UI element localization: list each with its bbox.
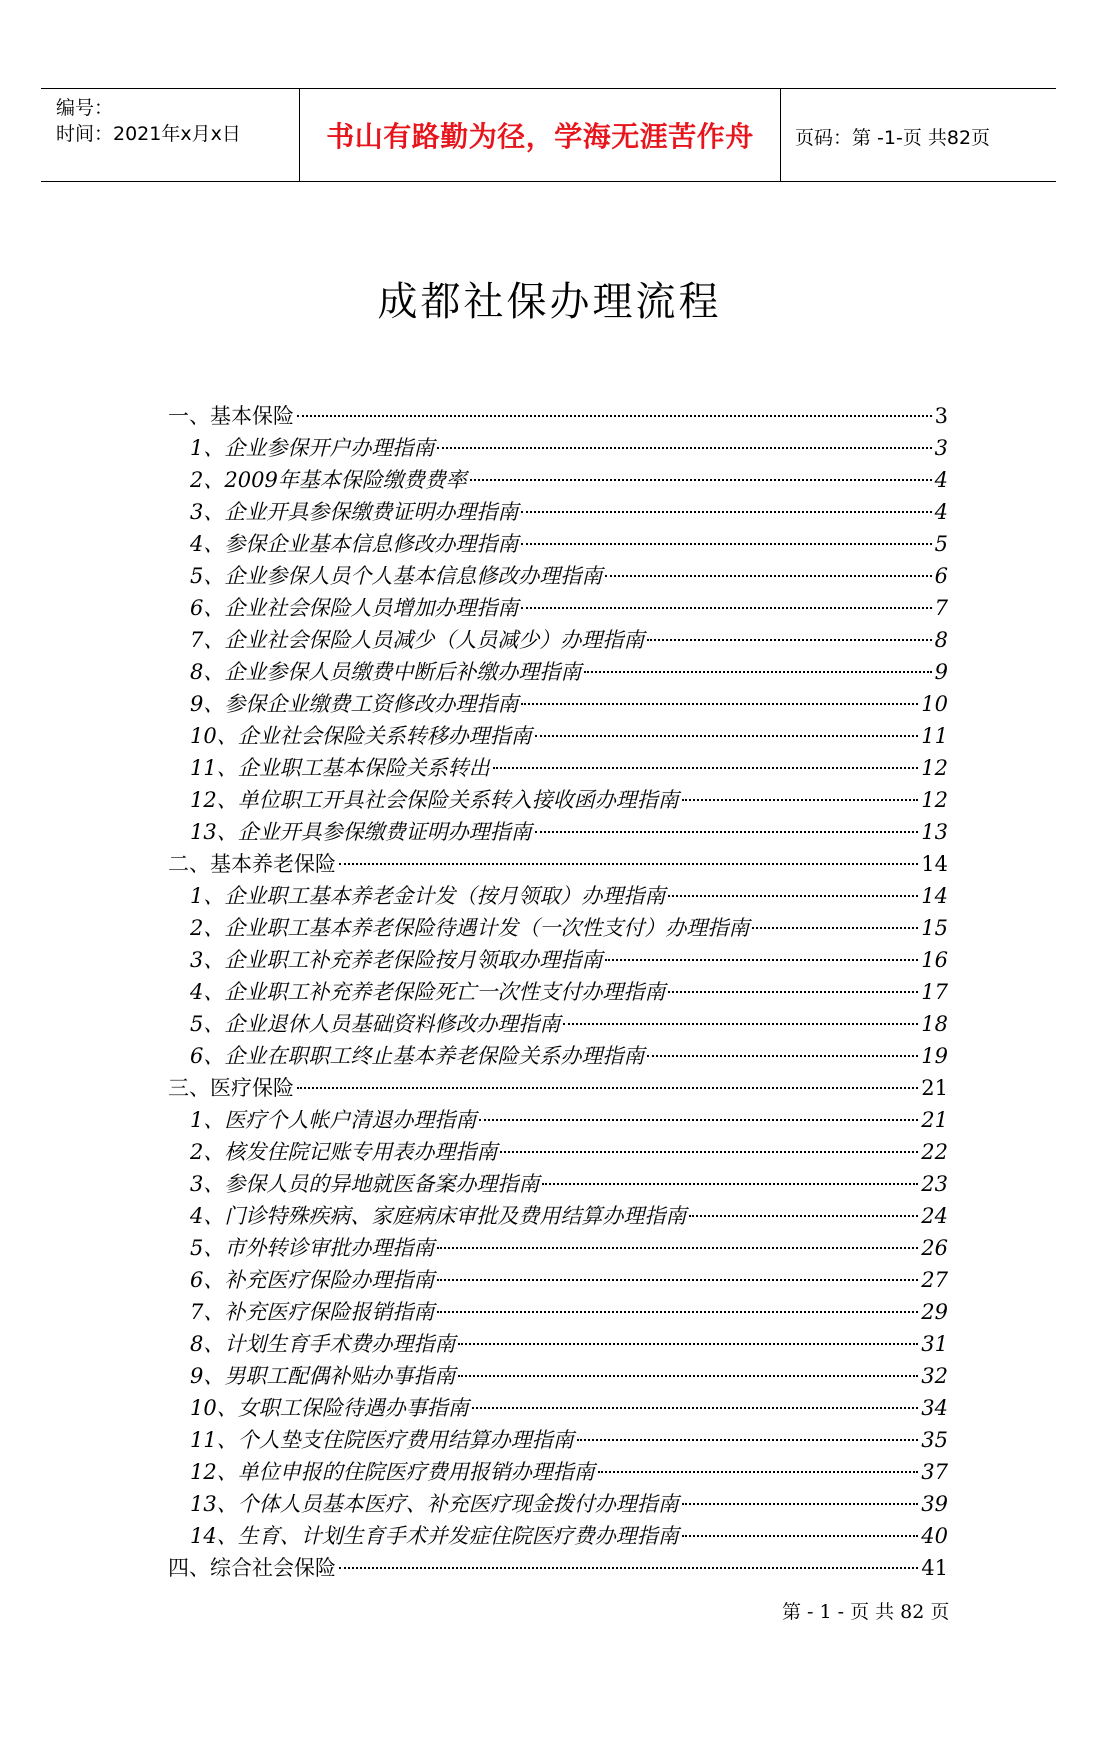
toc-page-number: 32 xyxy=(921,1364,948,1388)
toc-entry-title: 6、企业社会保险人员增加办理指南 xyxy=(190,596,519,620)
toc-entry[interactable] xyxy=(168,624,948,656)
toc-entry-title: 2、企业职工基本养老保险待遇计发（一次性支付）办理指南 xyxy=(190,916,750,940)
toc-leader-dots xyxy=(458,1343,918,1345)
toc-page-number: 39 xyxy=(921,1492,948,1516)
toc-page-number: 7 xyxy=(934,596,948,620)
toc-page-number: 15 xyxy=(921,916,948,940)
toc-entry-title: 5、企业退休人员基础资料修改办理指南 xyxy=(190,1012,561,1036)
toc-entry-title: 6、企业在职职工终止基本养老保险关系办理指南 xyxy=(190,1044,645,1068)
toc-page-number: 21 xyxy=(921,1076,948,1100)
toc-entry[interactable] xyxy=(168,1168,948,1200)
toc-page-number: 12 xyxy=(921,756,948,780)
toc-leader-dots xyxy=(493,767,919,769)
toc-leader-dots xyxy=(458,1375,918,1377)
toc-leader-dots xyxy=(668,991,918,993)
toc-page-number: 12 xyxy=(921,788,948,812)
toc-leader-dots xyxy=(682,1535,919,1537)
toc-entry[interactable] xyxy=(168,528,948,560)
toc-leader-dots xyxy=(682,799,919,801)
toc-leader-dots xyxy=(297,415,932,417)
toc-page-number: 14 xyxy=(921,852,948,876)
toc-entry[interactable] xyxy=(168,1488,948,1520)
toc-leader-dots xyxy=(470,479,932,481)
toc-page-number: 40 xyxy=(921,1524,948,1548)
toc-leader-dots xyxy=(647,1055,918,1057)
toc-entry[interactable] xyxy=(168,1392,948,1424)
page-header xyxy=(41,88,1056,182)
toc-page-number: 22 xyxy=(921,1140,948,1164)
toc-page-number: 27 xyxy=(921,1268,948,1292)
toc-entry-title: 1、医疗个人帐户清退办理指南 xyxy=(190,1108,477,1132)
toc-entry-title: 4、门诊特殊疾病、家庭病床审批及费用结算办理指南 xyxy=(190,1204,687,1228)
toc-entry[interactable] xyxy=(168,1232,948,1264)
toc-entry-title: 一、基本保险 xyxy=(168,404,294,428)
toc-entry[interactable] xyxy=(168,816,948,848)
toc-leader-dots xyxy=(521,703,918,705)
toc-entry[interactable] xyxy=(168,720,948,752)
toc-leader-dots xyxy=(500,1151,918,1153)
toc-entry[interactable] xyxy=(168,592,948,624)
header-motto: 书山有路勤为径，学海无涯苦作舟 xyxy=(326,120,754,153)
toc-page-number: 26 xyxy=(921,1236,948,1260)
toc-page-number: 6 xyxy=(934,564,948,588)
toc-entry-title: 4、企业职工补充养老保险死亡一次性支付办理指南 xyxy=(190,980,666,1004)
toc-leader-dots xyxy=(752,927,918,929)
toc-page-number: 31 xyxy=(921,1332,948,1356)
toc-entry-title: 12、单位申报的住院医疗费用报销办理指南 xyxy=(190,1460,595,1484)
toc-page-number: 16 xyxy=(921,948,948,972)
table-of-contents xyxy=(168,400,948,1584)
header-page-cell xyxy=(781,89,1056,181)
toc-page-number: 5 xyxy=(934,532,948,556)
toc-leader-dots xyxy=(577,1439,919,1441)
toc-entry-title: 5、市外转诊审批办理指南 xyxy=(190,1236,435,1260)
toc-leader-dots xyxy=(535,735,919,737)
toc-page-number: 14 xyxy=(921,884,948,908)
toc-entry[interactable] xyxy=(168,1040,948,1072)
toc-page-number: 18 xyxy=(921,1012,948,1036)
toc-entry-title: 13、个体人员基本医疗、补充医疗现金拨付办理指南 xyxy=(190,1492,679,1516)
toc-entry-title: 13、企业开具参保缴费证明办理指南 xyxy=(190,820,532,844)
toc-entry-title: 2、2009年基本保险缴费费率 xyxy=(190,468,467,492)
toc-page-number: 13 xyxy=(921,820,948,844)
toc-entry[interactable] xyxy=(168,1456,948,1488)
toc-entry[interactable] xyxy=(168,1104,948,1136)
toc-leader-dots xyxy=(472,1407,919,1409)
toc-entry[interactable] xyxy=(168,1328,948,1360)
toc-section[interactable] xyxy=(168,1072,948,1104)
toc-entry-title: 5、企业参保人员个人基本信息修改办理指南 xyxy=(190,564,603,588)
toc-entry[interactable] xyxy=(168,1264,948,1296)
toc-page-number: 17 xyxy=(921,980,948,1004)
toc-entry-title: 3、企业开具参保缴费证明办理指南 xyxy=(190,500,519,524)
toc-leader-dots xyxy=(542,1183,918,1185)
toc-entry-title: 1、企业职工基本养老金计发（按月领取）办理指南 xyxy=(190,884,666,908)
header-motto-cell xyxy=(300,89,781,181)
toc-leader-dots xyxy=(437,1247,918,1249)
page-footer: 第 - 1 - 页 共 82 页 xyxy=(782,1601,950,1623)
toc-entry[interactable] xyxy=(168,560,948,592)
toc-page-number: 37 xyxy=(921,1460,948,1484)
toc-entry-title: 14、生育、计划生育手术并发症住院医疗费办理指南 xyxy=(190,1524,679,1548)
toc-section[interactable] xyxy=(168,848,948,880)
toc-leader-dots xyxy=(479,1119,918,1121)
toc-entry-title: 9、男职工配偶补贴办事指南 xyxy=(190,1364,456,1388)
toc-entry[interactable] xyxy=(168,1136,948,1168)
toc-page-number: 19 xyxy=(921,1044,948,1068)
toc-entry-title: 3、企业职工补充养老保险按月领取办理指南 xyxy=(190,948,603,972)
document-time-label: 时间：2021年x月x日 xyxy=(56,123,241,145)
toc-entry[interactable] xyxy=(168,1520,948,1552)
toc-entry[interactable] xyxy=(168,496,948,528)
toc-entry[interactable] xyxy=(168,976,948,1008)
toc-entry-title: 4、参保企业基本信息修改办理指南 xyxy=(190,532,519,556)
toc-entry[interactable] xyxy=(168,464,948,496)
toc-page-number: 21 xyxy=(921,1108,948,1132)
toc-entry[interactable] xyxy=(168,1296,948,1328)
toc-entry[interactable] xyxy=(168,688,948,720)
toc-leader-dots xyxy=(682,1503,919,1505)
toc-entry[interactable] xyxy=(168,752,948,784)
toc-entry[interactable] xyxy=(168,1424,948,1456)
toc-page-number: 4 xyxy=(934,500,948,524)
toc-leader-dots xyxy=(598,1471,919,1473)
toc-entry-title: 9、参保企业缴费工资修改办理指南 xyxy=(190,692,519,716)
toc-page-number: 3 xyxy=(934,436,948,460)
toc-section[interactable] xyxy=(168,400,948,432)
toc-page-number: 24 xyxy=(921,1204,948,1228)
toc-leader-dots xyxy=(339,1567,918,1569)
toc-entry[interactable] xyxy=(168,1200,948,1232)
toc-page-number: 11 xyxy=(921,724,948,748)
toc-leader-dots xyxy=(521,511,931,513)
toc-page-number: 4 xyxy=(934,468,948,492)
toc-leader-dots xyxy=(689,1215,918,1217)
toc-entry-title: 四、综合社会保险 xyxy=(168,1556,336,1580)
toc-page-number: 41 xyxy=(921,1556,948,1580)
toc-leader-dots xyxy=(563,1023,918,1025)
toc-entry-title: 8、计划生育手术费办理指南 xyxy=(190,1332,456,1356)
document-number-label: 编号： xyxy=(56,97,114,119)
toc-entry-title: 7、补充医疗保险报销指南 xyxy=(190,1300,435,1324)
toc-leader-dots xyxy=(437,1279,918,1281)
toc-entry-title: 三、医疗保险 xyxy=(168,1076,294,1100)
header-page-label: 页码：第 -1-页 共82页 xyxy=(795,127,991,149)
toc-entry-title: 8、企业参保人员缴费中断后补缴办理指南 xyxy=(190,660,582,684)
toc-entry-title: 6、补充医疗保险办理指南 xyxy=(190,1268,435,1292)
toc-entry-title: 二、基本养老保险 xyxy=(168,852,336,876)
toc-leader-dots xyxy=(437,447,931,449)
toc-leader-dots xyxy=(535,831,919,833)
toc-leader-dots xyxy=(339,863,918,865)
toc-entry[interactable] xyxy=(168,912,948,944)
toc-leader-dots xyxy=(668,895,918,897)
toc-entry[interactable] xyxy=(168,432,948,464)
toc-entry-title: 3、参保人员的异地就医备案办理指南 xyxy=(190,1172,540,1196)
toc-page-number: 23 xyxy=(921,1172,948,1196)
toc-leader-dots xyxy=(521,607,931,609)
toc-entry-title: 1、企业参保开户办理指南 xyxy=(190,436,435,460)
toc-page-number: 29 xyxy=(921,1300,948,1324)
toc-entry-title: 7、企业社会保险人员减少（人员减少）办理指南 xyxy=(190,628,645,652)
toc-leader-dots xyxy=(605,959,918,961)
toc-entry[interactable] xyxy=(168,784,948,816)
toc-entry[interactable] xyxy=(168,880,948,912)
toc-entry[interactable] xyxy=(168,656,948,688)
toc-page-number: 34 xyxy=(921,1396,948,1420)
toc-page-number: 35 xyxy=(921,1428,948,1452)
toc-leader-dots xyxy=(297,1087,918,1089)
toc-page-number: 3 xyxy=(934,404,948,428)
header-meta-cell xyxy=(41,89,300,181)
toc-entry-title: 11、个人垫支住院医疗费用结算办理指南 xyxy=(190,1428,574,1452)
toc-entry[interactable] xyxy=(168,1360,948,1392)
document-title: 成都社保办理流程 xyxy=(377,278,722,325)
toc-leader-dots xyxy=(584,671,931,673)
toc-entry[interactable] xyxy=(168,944,948,976)
toc-leader-dots xyxy=(605,575,931,577)
toc-leader-dots xyxy=(521,543,931,545)
toc-leader-dots xyxy=(437,1311,918,1313)
toc-page-number: 10 xyxy=(921,692,948,716)
toc-section[interactable] xyxy=(168,1552,948,1584)
toc-entry-title: 2、核发住院记账专用表办理指南 xyxy=(190,1140,498,1164)
toc-entry-title: 10、女职工保险待遇办事指南 xyxy=(190,1396,469,1420)
toc-entry[interactable] xyxy=(168,1008,948,1040)
toc-entry-title: 10、企业社会保险关系转移办理指南 xyxy=(190,724,532,748)
toc-page-number: 8 xyxy=(934,628,948,652)
toc-page-number: 9 xyxy=(934,660,948,684)
toc-entry-title: 12、单位职工开具社会保险关系转入接收函办理指南 xyxy=(190,788,679,812)
toc-entry-title: 11、企业职工基本保险关系转出 xyxy=(190,756,490,780)
toc-leader-dots xyxy=(647,639,931,641)
